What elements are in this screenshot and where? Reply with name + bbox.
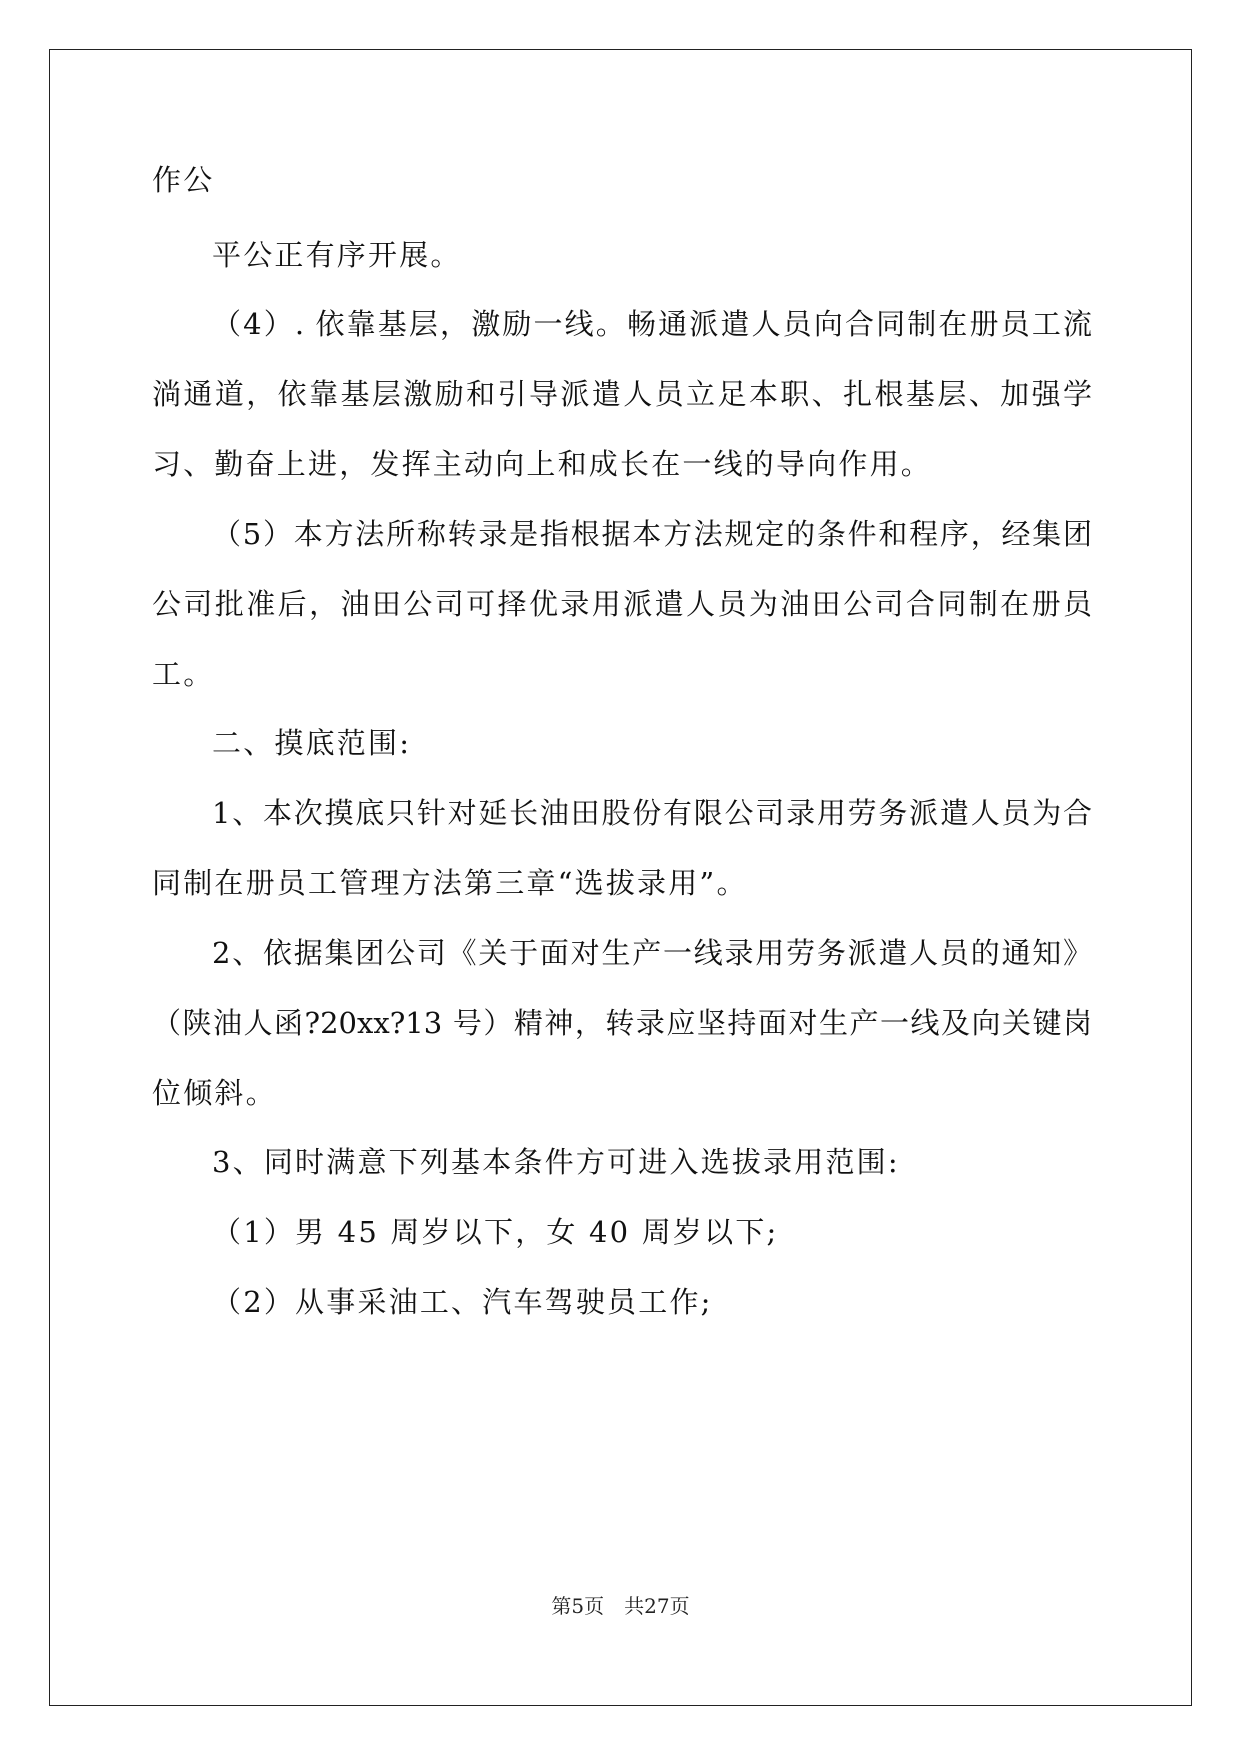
page-footer xyxy=(0,1596,1241,1616)
list-item: （1）男 45 周岁以下，女 40 周岁以下; xyxy=(212,1215,779,1249)
text-line: 作公 xyxy=(152,163,215,197)
text-line: 位倾斜。 xyxy=(152,1076,277,1110)
page-current: 5 xyxy=(571,1594,585,1618)
page-prefix: 第 xyxy=(551,1594,572,1618)
page-suffix: 页 xyxy=(669,1594,690,1618)
page-total: 27 xyxy=(644,1594,670,1618)
text-line: 2、依据集团公司《关于面对生产一线录用劳务派遣人员的通知》 xyxy=(212,936,1092,970)
text-line: 平公正有序开展。 xyxy=(212,238,462,272)
text-line: 工。 xyxy=(152,657,215,691)
list-item: （2）从事采油工、汽车驾驶员工作; xyxy=(212,1285,713,1319)
page-mid: 页 共 xyxy=(584,1594,645,1618)
text-line: 3、同时满意下列基本条件方可进入选拔录用范围: xyxy=(212,1145,900,1179)
section-heading: 二、摸底范围: xyxy=(212,726,412,760)
text-line: （陕油人函?20xx?13 号）精神，转录应坚持面对生产一线及向关键岗 xyxy=(152,1006,1092,1040)
text-line: 习、勤奋上进，发挥主动向上和成长在一线的导向作用。 xyxy=(152,447,933,481)
text-line: （5）本方法所称转录是指根据本方法规定的条件和程序，经集团 xyxy=(212,517,1092,551)
text-line: 淌通道，依靠基层激励和引导派遣人员立足本职、扎根基层、加强学 xyxy=(152,377,1092,411)
text-line: 同制在册员工管理方法第三章“选拔录用”。 xyxy=(152,866,748,900)
text-line: 1、本次摸底只针对延长油田股份有限公司录用劳务派遣人员为合 xyxy=(212,796,1092,830)
text-line: 公司批准后，油田公司可择优录用派遣人员为油田公司合同制在册员 xyxy=(152,587,1092,621)
text-line: （4）. 依靠基层，激励一线。畅通派遣人员向合同制在册员工流 xyxy=(212,307,1092,341)
